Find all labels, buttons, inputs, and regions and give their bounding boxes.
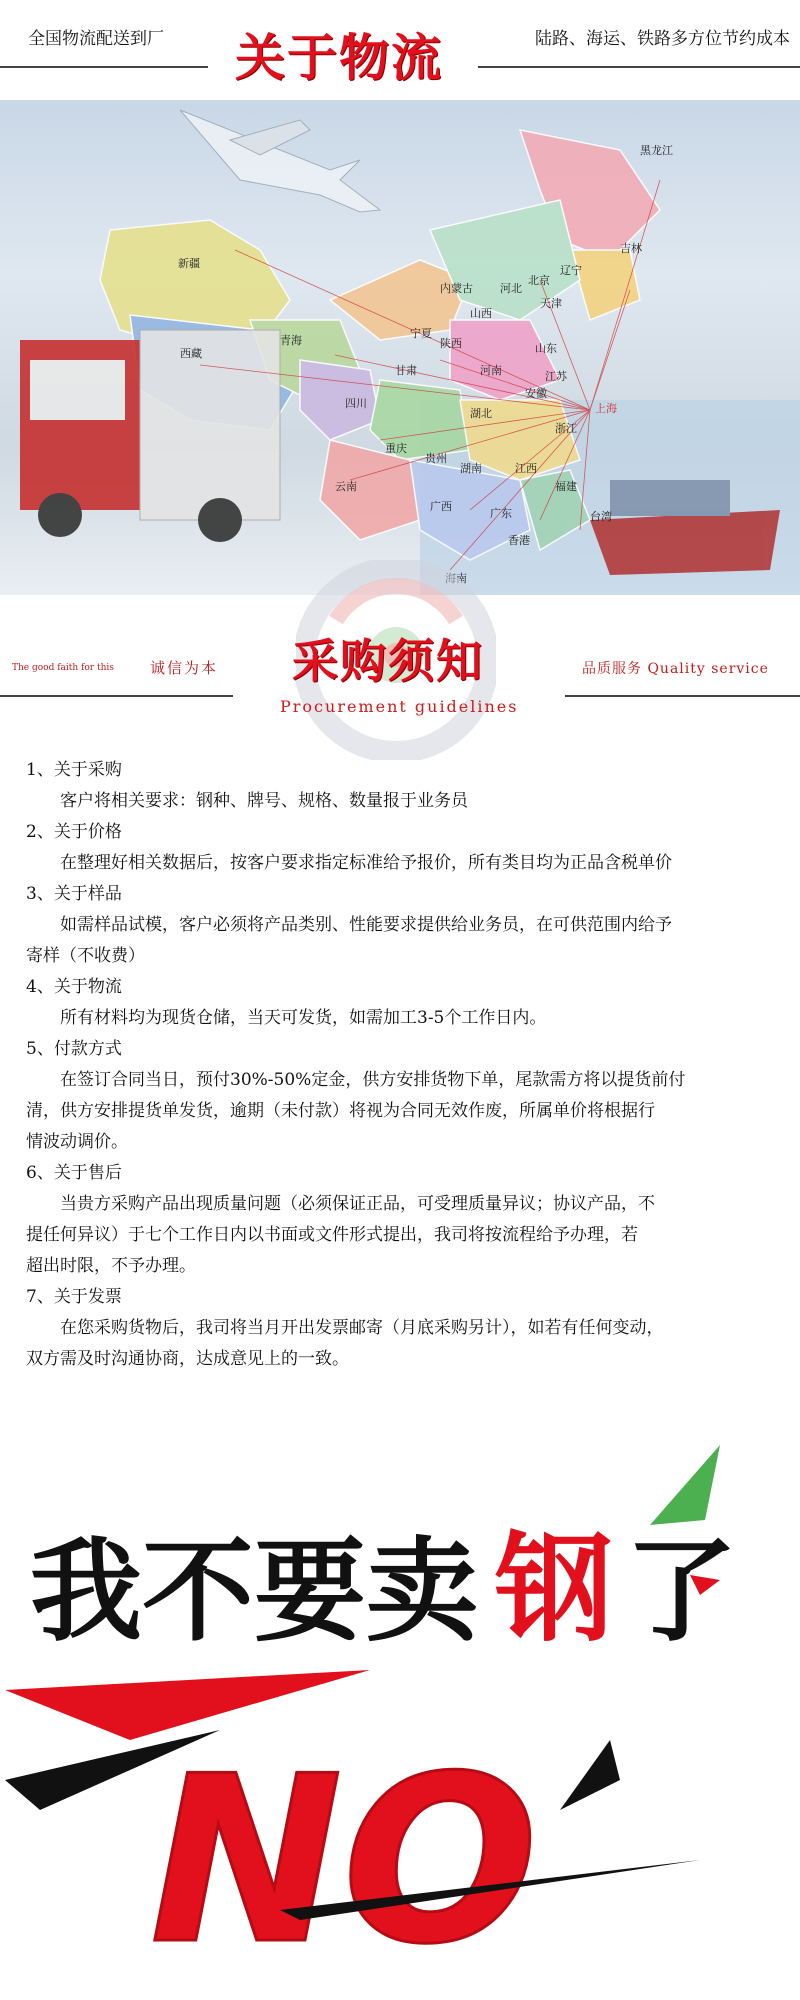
province-label: 山西 (470, 307, 492, 320)
guideline-heading: 5、付款方式 (26, 1039, 122, 1059)
slogan-red-char: 钢 (495, 1520, 614, 1658)
province-label: 海南 (445, 572, 467, 585)
map-illustration (0, 100, 800, 595)
province-label: 江西 (515, 462, 537, 475)
procurement-title: 采购须知 (292, 634, 484, 688)
header-divider-right (478, 66, 800, 68)
province-label: 河南 (480, 364, 502, 377)
procurement-divider-left (0, 695, 233, 697)
guideline-text: 所有材料均为现货仓储，当天可发货，如需加工3-5个工作日内。 (60, 1008, 547, 1028)
slogan-en-left: The good faith for this (12, 663, 114, 673)
guidelines-list (26, 755, 784, 1375)
province-label: 甘肃 (395, 364, 417, 377)
province-label: 湖南 (460, 462, 482, 475)
province-label: 贵州 (425, 452, 447, 465)
guideline-heading: 7、关于发票 (26, 1287, 122, 1307)
guideline-heading: 4、关于物流 (26, 977, 122, 997)
guideline-text: 寄样（不收费） (26, 946, 145, 966)
province-label: 广东 (490, 507, 512, 520)
slogan-right: 品质服务 Quality service (582, 661, 769, 677)
province-label: 山东 (535, 342, 557, 355)
procurement-subtitle: Procurement guidelines (280, 697, 519, 716)
guideline-text: 超出时限，不予办理。 (26, 1256, 196, 1276)
slogan-black-text: 我不要卖 (30, 1527, 478, 1657)
guideline-text: 在签订合同当日，预付30%-50%定金，供方安排货物下单，尾款需方将以提货前付 (60, 1070, 686, 1090)
guideline-heading: 1、关于采购 (26, 760, 122, 780)
guideline-text: 如需样品试模，客户必须将产品类别、性能要求提供给业务员，在可供范围内给予 (60, 915, 672, 935)
province-label: 湖北 (470, 407, 492, 420)
guideline-text: 清，供方安排提货单发货，逾期（未付款）将视为合同无效作废，所属单价将根据行 (26, 1101, 655, 1121)
no-text: NO (150, 1728, 539, 1995)
province-label: 辽宁 (560, 264, 582, 277)
province-label: 青海 (280, 334, 302, 347)
province-label: 广西 (430, 500, 452, 513)
province-label: 江苏 (545, 370, 567, 383)
guideline-text: 提任何异议）于七个工作日内以书面或文件形式提出，我司将按流程给予办理，若 (26, 1225, 638, 1245)
header-divider-left (0, 66, 208, 68)
province-label: 四川 (345, 397, 367, 410)
province-label: 宁夏 (410, 327, 432, 340)
slogan-black-end: 了 (625, 1527, 737, 1657)
guideline-text: 当贵方采购产品出现质量问题（必须保证正品，可受理质量异议；协议产品，不 (60, 1194, 655, 1214)
province-label: 西藏 (180, 347, 202, 360)
province-label: 云南 (335, 480, 357, 493)
guideline-heading: 6、关于售后 (26, 1163, 122, 1183)
guideline-heading: 3、关于样品 (26, 884, 122, 904)
province-label: 陕西 (440, 337, 462, 350)
header-left-text: 全国物流配送到厂 (28, 29, 164, 49)
province-label: 台湾 (590, 510, 612, 523)
province-label: 河北 (500, 282, 522, 295)
guideline-text: 在您采购货物后，我司将当月开出发票邮寄（月底采购另计），如若有任何变动， (60, 1318, 664, 1338)
truck-icon (20, 330, 280, 542)
logistics-map-banner (0, 100, 800, 595)
header-right-text: 陆路、海运、铁路多方位节约成本 (535, 29, 790, 49)
checkmark-icon (650, 1445, 720, 1525)
province-label: 香港 (508, 534, 530, 547)
province-label: 黑龙江 (640, 144, 673, 157)
province-label: 新疆 (178, 257, 200, 270)
province-label: 浙江 (555, 422, 577, 435)
province-label: 重庆 (385, 442, 407, 455)
black-wedge (560, 1740, 620, 1810)
province-label: 天津 (540, 297, 562, 310)
province-label: 北京 (528, 274, 550, 287)
page-title: 关于物流 (235, 29, 443, 87)
guideline-text: 双方需及时沟通协商，达成意见上的一致。 (26, 1349, 349, 1369)
guideline-heading: 2、关于价格 (26, 822, 122, 842)
slogan-cn-left: 诚信为本 (150, 659, 219, 677)
guideline-text: 情波动调价。 (26, 1132, 128, 1152)
province-label: 安徽 (525, 387, 547, 400)
province-label: 内蒙古 (440, 282, 473, 295)
airplane-icon (180, 110, 380, 212)
procurement-divider-right (565, 695, 800, 697)
guideline-text: 在整理好相关数据后，按客户要求指定标准给予报价，所有类目均为正品含税单价 (60, 853, 672, 873)
guideline-text: 客户将相关要求：钢种、牌号、规格、数量报于业务员 (60, 791, 468, 811)
province-label: 吉林 (620, 242, 642, 255)
province-label: 福建 (555, 480, 577, 493)
province-label: 上海 (595, 402, 617, 415)
slogan-graphic (0, 1440, 800, 2000)
